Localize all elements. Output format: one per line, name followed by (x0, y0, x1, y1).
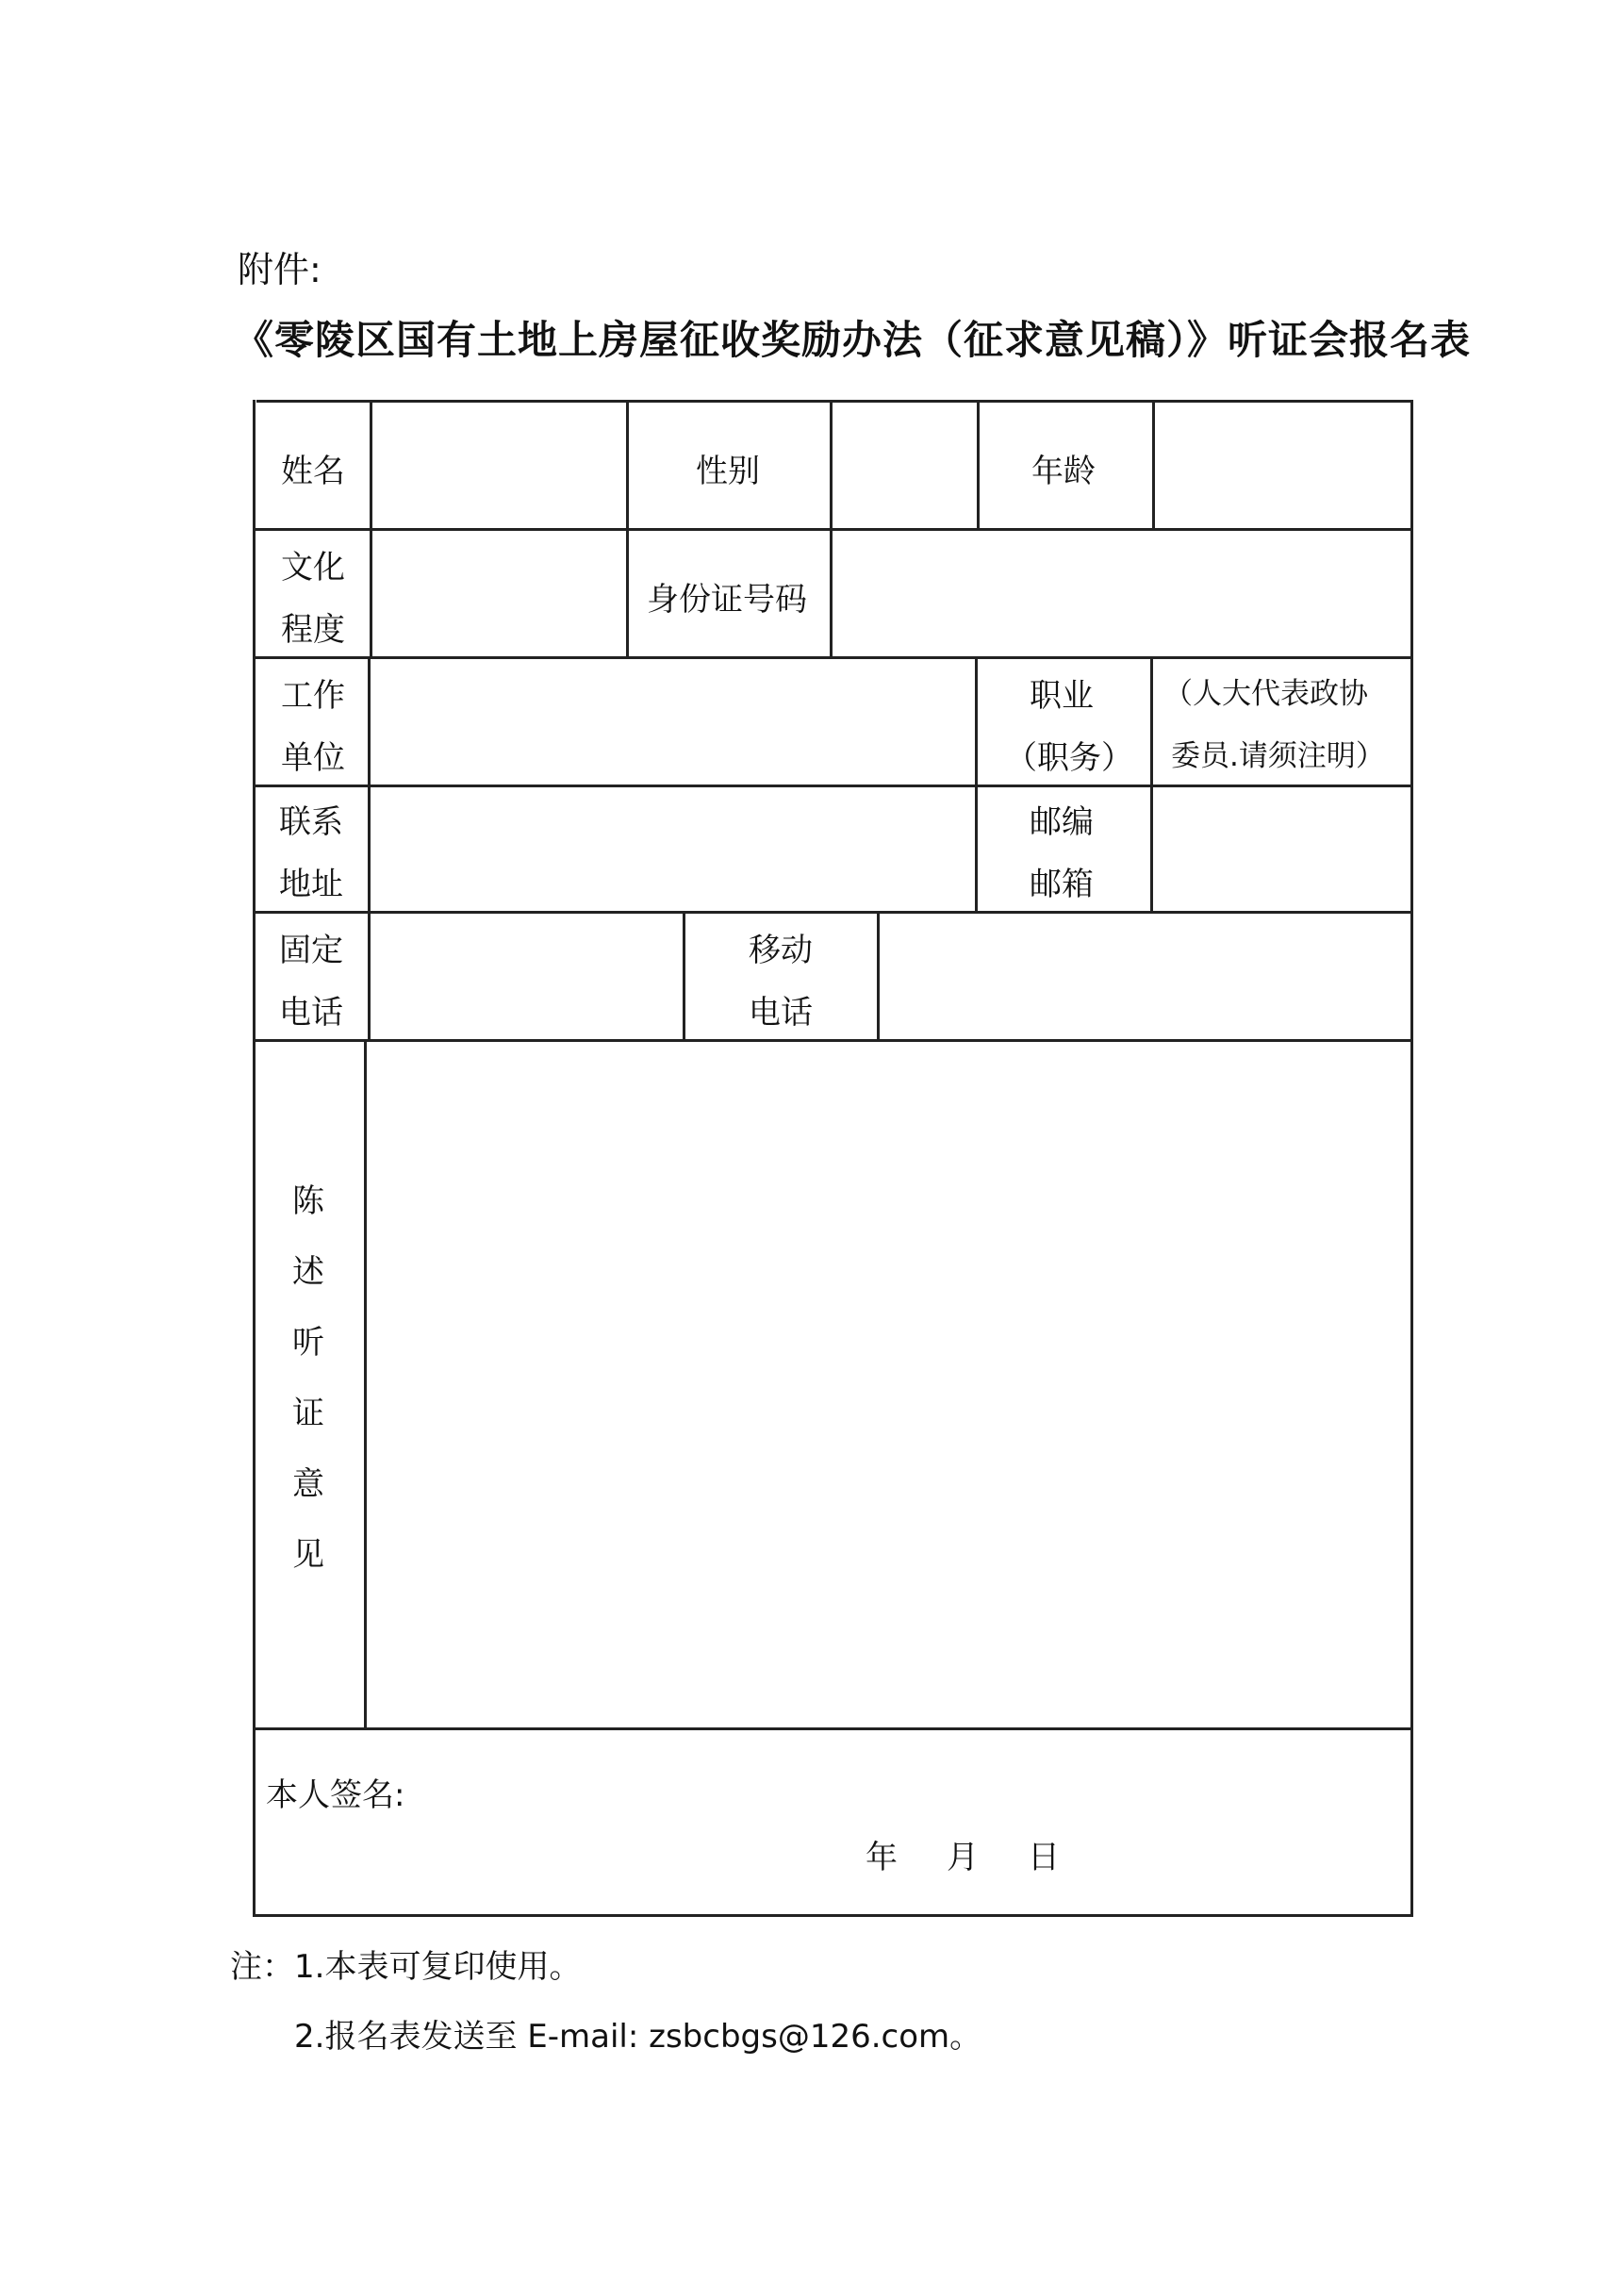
mobile-field[interactable] (880, 914, 1410, 1039)
landline-label-line1: 固定 (279, 932, 343, 969)
age-field[interactable] (1155, 403, 1410, 528)
work-unit-label-line1: 工作 (281, 677, 345, 715)
address-label-line2: 地址 (279, 866, 343, 903)
attachment-label: 附件: (238, 249, 322, 290)
col-divider (1150, 656, 1153, 785)
work-unit-field[interactable] (371, 659, 975, 785)
postal-label-line2: 邮箱 (1030, 866, 1094, 903)
occupation-label-line1: 职业 (1030, 677, 1094, 715)
mobile-label-line1: 移动 (749, 932, 813, 969)
row-divider (253, 1727, 1412, 1730)
date-year: 年 (866, 1839, 898, 1876)
opinion-field[interactable] (367, 1042, 1410, 1727)
id-number-field[interactable] (833, 531, 1410, 656)
postal-email-field[interactable] (1153, 787, 1410, 911)
gender-field[interactable] (833, 403, 977, 528)
education-field[interactable] (372, 531, 626, 656)
address-label-line1: 联系 (279, 803, 343, 841)
occupation-hint-line1: （人大代表政协 (1163, 677, 1368, 711)
age-label: 年龄 (1031, 453, 1096, 490)
name-field[interactable] (372, 403, 626, 528)
landline-field[interactable] (371, 914, 683, 1039)
landline-label-line2: 电话 (279, 994, 343, 1032)
signature-label: 本人签名: (266, 1776, 405, 1814)
opinion-char: 听 (292, 1324, 324, 1362)
form-border-right (1410, 400, 1413, 1917)
col-divider (975, 656, 978, 785)
page-title: 《零陵区国有土地上房屋征收奖励办法（征求意见稿）》听证会报名表 (234, 317, 1472, 363)
mobile-label-line2: 电话 (749, 994, 813, 1032)
form-border-left (253, 400, 256, 1917)
col-divider (975, 785, 978, 911)
education-label-line1: 文化 (281, 549, 345, 586)
work-unit-label-line2: 单位 (281, 739, 345, 777)
notes-line2: 2.报名表发送至 E-mail: zsbcbgs@126.com。 (294, 2018, 982, 2056)
id-number-label: 身份证号码 (647, 581, 807, 619)
col-divider (626, 528, 629, 656)
opinion-label (292, 1175, 324, 1599)
date-month: 月 (947, 1839, 979, 1876)
occupation-hint-line2: 委员.请须注明） (1171, 739, 1385, 773)
col-divider (626, 400, 629, 528)
name-label: 姓名 (281, 453, 345, 490)
opinion-char: 见 (292, 1536, 324, 1574)
postal-label-line1: 邮编 (1030, 803, 1094, 841)
education-label-line2: 程度 (281, 611, 345, 649)
note-item: 1.本表可复印使用。 (294, 1948, 582, 1986)
notes-prefix: 注： (230, 1948, 294, 1986)
date-day: 日 (1028, 1839, 1060, 1876)
form-border-bottom (253, 1914, 1412, 1917)
registration-form (253, 400, 1414, 1918)
occupation-label-line2: （职务） (1005, 739, 1133, 777)
col-divider (977, 400, 980, 528)
opinion-char: 陈 (292, 1182, 324, 1220)
opinion-char: 意 (292, 1465, 324, 1503)
signature-field[interactable] (441, 1748, 1384, 1824)
opinion-char: 述 (292, 1253, 324, 1291)
gender-label: 性别 (696, 453, 760, 490)
col-divider (683, 911, 685, 1039)
opinion-char: 证 (292, 1395, 324, 1432)
notes-line1 (230, 1941, 581, 1987)
address-field[interactable] (371, 787, 975, 911)
